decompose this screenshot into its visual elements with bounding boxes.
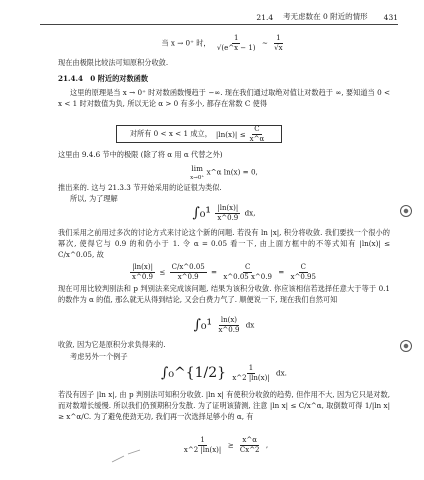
integral-1: ∫₀¹ $\frac{|\ln(x)|}{x\^{}0.9}$ dx,: [192, 204, 256, 222]
pencil-mark-icon: [110, 446, 150, 466]
paragraph: 推出来的. 这与 21.3.3 节开始采用的论证很为类似.: [58, 183, 222, 192]
paragraph: 收敛, 因为它是原积分求负得来的.: [58, 340, 166, 349]
inequality-final: $\frac{1}{x\^{}2 |\ln(x)|}$ ≥ $\frac{x\^{}\alpha}{Cx\^{}2}$ ,: [183, 436, 269, 454]
paragraph: 若没有因子 |ln x|, 由 p 判别法可知积分收敛. |ln x| 有使积分收敛的趋势, 但作用不大, 因为它只是对数, 而对数增长缓慢. 所以我们仍预期积分发散. 为了证明该猜测, 注意 |ln x| ≤ C/x^α, 取倒数可得 1/|ln x| ≥ x^α/C. 为了避免使劲无功, 我们再一次选择足够小的 α, 有: [58, 390, 390, 421]
margin-bullet-icon: [400, 205, 412, 217]
inequality-chain: $\frac{|\ln(x)|}{x\^{}0.9}$ ≤ $\frac{C/x\^{}0.05}{x\^{}0.9}$ = $\frac{C}{x\^{}0.05 x\^{}0.9}$ = $\frac{C}{x\^{}0.95}$: [132, 263, 316, 281]
paragraph: 所以, 为了理解: [70, 194, 118, 203]
paragraph: 我们采用之前用过多次的讨论方式来讨论这个新的问题. 若没有 ln |x|, 积分将收敛. 我们要找一个很小的幂次, 使得它与 0.9 的和仍小于 1. 令 α = 0.05 看一下, 由上面方框中的不等式知有 |ln(x)| ≤ C/x^0.05, 故: [58, 228, 390, 259]
boxed-inequality: 对所有 0 < x < 1 成立， |ln(x)| ≤ $\frac{C}{x\^{}\alpha}$: [116, 125, 282, 143]
running-header: [40, 8, 398, 25]
header-section: 21.4: [256, 13, 274, 22]
header-title: 考无虑数在 0 附近的情形: [283, 12, 368, 21]
asymptotic-equation: 当 x → 0⁺ 时， $\frac{1}{√(e\^{}x - 1)}$ ~ $\frac{1}{√x}$: [161, 34, 283, 52]
paragraph: 现在由极限比较法可知原积分收敛.: [58, 58, 169, 67]
limit-equation: lim x→0⁺ x^α ln(x) = 0,: [190, 164, 258, 181]
paragraph: 现在可用比较判别法和 p 判别法来完成该问题, 结果为该积分收敛. 你应该相信若选择任意大于等于 0.1 的数作为 α 的值, 那么就无从得到结论, 又会白费力气了. 顺便说一下, 现在我们自然可知: [58, 284, 390, 304]
page-number: 431: [383, 13, 398, 22]
section-title: 21.4.4 0 附近的对数函数: [58, 74, 149, 83]
paragraph: 这里的原理是当 x → 0⁺ 时对数函数慢趋于 −∞. 现在我们通过取绝对值让对数趋于 ∞, 要知道当 0 < x < 1 时对数值为负, 所以无论 α > 0 有多小, 都存在常数 C 使得: [58, 88, 390, 108]
paragraph: 考虑另外一个例子: [70, 352, 128, 361]
paragraph: 这里由 9.4.6 节中的极限 (除了将 α 用 α 代替之外): [58, 150, 223, 159]
margin-bullet-icon: [400, 340, 412, 352]
integral-2: ∫₀¹ $\frac{\ln(x)}{x\^{}0.9}$ dx: [193, 316, 255, 334]
integral-3: ∫₀^{1/2} $\frac{1}{x\^{}2 |\ln(x)|}$ dx.: [161, 364, 287, 382]
